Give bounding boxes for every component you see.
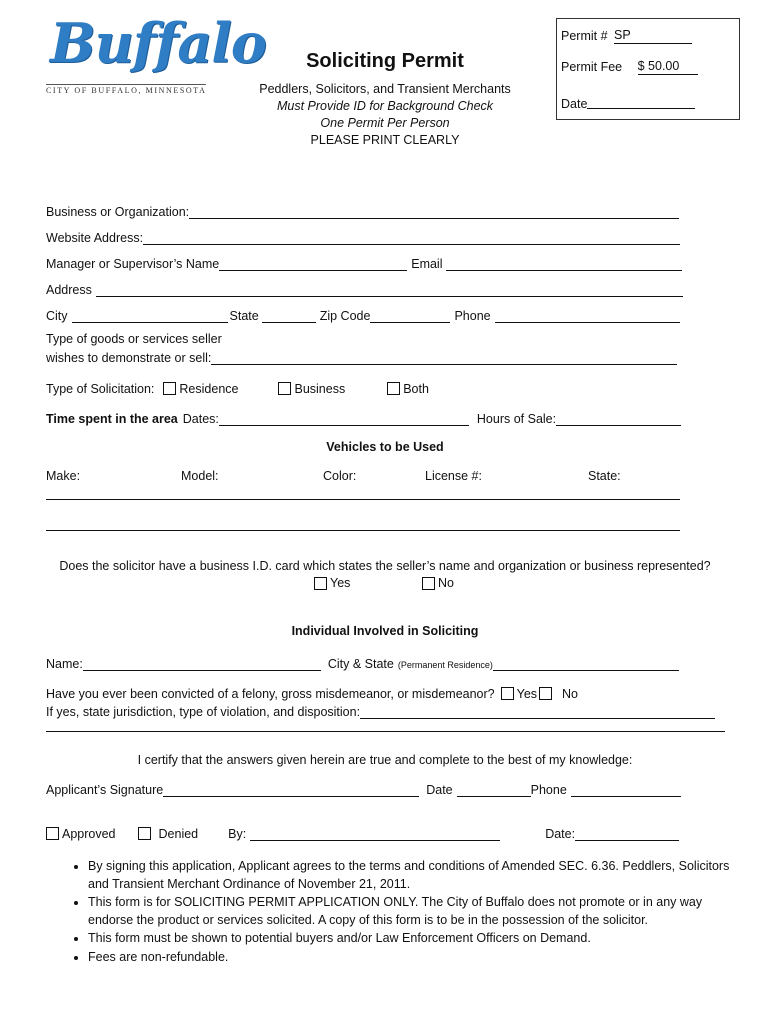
terms-item: • This form is for SOLICITING PERMIT APPLICATION ONLY. The City of Buffalo does not promote or in any way endorse the product or services solicited. A copy of this form is to be in the possession of the solicitor. (88, 894, 748, 929)
logo-rule (46, 84, 206, 85)
felony-no-label: No (562, 687, 579, 701)
individual-name-row (46, 653, 679, 671)
both-checkbox[interactable] (387, 382, 400, 395)
permanent-residence-note: (Permanent Residence) (397, 660, 493, 670)
header-line-1: Peddlers, Solicitors, and Transient Merchants (259, 82, 511, 96)
vehicle-line-1[interactable] (46, 499, 680, 500)
residence-label: Residence (179, 382, 239, 396)
disposition-field[interactable] (360, 705, 715, 719)
goods-field[interactable] (211, 351, 677, 365)
zip-label: Zip Code (319, 309, 371, 323)
permit-date-label: Date (561, 97, 588, 111)
goods-row (46, 347, 677, 365)
approval-row (46, 823, 679, 841)
logo-word: Buffalo (50, 11, 266, 75)
individual-name-label: Name: (46, 657, 83, 671)
signature-phone-field[interactable] (571, 783, 681, 797)
header-line-2: Must Provide ID for Background Check (276, 99, 494, 113)
dates-field[interactable] (219, 412, 469, 426)
terms-item: • Fees are non-refundable. (88, 949, 748, 967)
vehicle-color-label: Color: (323, 469, 357, 483)
individual-name-field[interactable] (83, 657, 321, 671)
time-spent-row (46, 408, 681, 426)
state-label: State (229, 309, 259, 323)
felony-yes-checkbox[interactable] (501, 687, 514, 700)
id-card-yes-checkbox[interactable] (314, 577, 327, 590)
approved-by-label: By: (228, 827, 247, 841)
signature-field[interactable] (163, 783, 419, 797)
terms-item: • This form must be shown to potential buyers and/or Law Enforcement Officers on Demand. (88, 930, 748, 948)
vehicle-line-2[interactable] (46, 530, 680, 531)
denied-label: Denied (158, 827, 199, 841)
terms-item: • By signing this application, Applicant agrees to the terms and conditions of Amended SEC. 6.36. Peddlers, Solicitors and Transient Merchant Ordinance of November 21, 2011. (88, 858, 748, 893)
id-card-yes-label: Yes (330, 576, 351, 590)
approved-by-field[interactable] (250, 827, 500, 841)
approved-checkbox[interactable] (46, 827, 59, 840)
signature-date-label: Date (426, 783, 453, 797)
business-row (46, 201, 679, 219)
city-field[interactable] (72, 309, 228, 323)
individual-heading: Individual Involved in Soliciting (291, 624, 479, 638)
signature-label: Applicant’s Signature (46, 783, 164, 797)
manager-label: Manager or Supervisor’s Name (46, 257, 220, 271)
dates-label: Dates: (182, 412, 219, 426)
website-label: Website Address: (46, 231, 144, 245)
zip-field[interactable] (370, 309, 450, 323)
form-header (235, 50, 535, 149)
address-label: Address (46, 283, 92, 297)
time-spent-label: Time spent in the area (46, 412, 178, 426)
disposition-line-2[interactable] (46, 731, 725, 732)
office-use-box (556, 18, 740, 120)
approval-date-label: Date: (545, 827, 576, 841)
business-option-label: Business (294, 382, 346, 396)
id-card-yes-option (314, 576, 350, 591)
disposition-row (46, 701, 715, 719)
permit-date-row (561, 94, 695, 111)
signature-phone-label: Phone (530, 783, 567, 797)
disposition-label: If yes, state jurisdiction, type of violation, and disposition: (46, 705, 361, 719)
permit-number-field[interactable] (614, 30, 692, 44)
goods-label-line-1: Type of goods or services seller (46, 332, 222, 346)
goods-label-line-2: wishes to demonstrate or sell: (46, 351, 212, 365)
vehicle-make-label: Make: (46, 469, 81, 483)
permit-fee-value: $ 50.00 (637, 59, 680, 73)
felony-no-checkbox[interactable] (539, 687, 552, 700)
hours-field[interactable] (556, 412, 681, 426)
signature-date-field[interactable] (457, 783, 531, 797)
id-card-question: Does the solicitor have a business I.D. card which states the seller’s name and organization or business represented? (59, 559, 711, 573)
terms-list (62, 858, 748, 967)
business-field[interactable] (189, 205, 679, 219)
solicitation-type-label: Type of Solicitation: (46, 382, 155, 396)
phone-field[interactable] (495, 309, 680, 323)
permit-number-label: Permit # (561, 29, 608, 43)
city-row (46, 305, 680, 323)
id-card-no-checkbox[interactable] (422, 577, 435, 590)
form-title: Soliciting Permit (306, 50, 464, 72)
phone-label: Phone (454, 309, 491, 323)
felony-row (46, 683, 578, 701)
manager-row (46, 253, 682, 271)
id-card-no-option (422, 576, 454, 591)
permit-fee-field (638, 61, 698, 75)
both-label: Both (403, 382, 429, 396)
felony-question: Have you ever been convicted of a felony, gross misdemeanor, or misdemeanor? (46, 687, 495, 701)
signature-row (46, 779, 681, 797)
denied-checkbox[interactable] (138, 827, 151, 840)
certify-statement: I certify that the answers given herein are true and complete to the best of my knowledge: (137, 753, 633, 767)
logo-subtitle: CITY OF BUFFALO, MINNESOTA (46, 86, 207, 95)
email-field[interactable] (446, 257, 682, 271)
city-state-label: City & State (327, 657, 394, 671)
business-label: Business or Organization: (46, 205, 190, 219)
permit-fee-label: Permit Fee (561, 60, 623, 74)
permit-number-value: SP (614, 28, 631, 42)
email-label: Email (411, 257, 443, 271)
address-row (46, 279, 683, 297)
manager-field[interactable] (219, 257, 407, 271)
approved-label: Approved (62, 827, 116, 841)
city-state-field[interactable] (493, 657, 679, 671)
felony-yes-label: Yes (516, 687, 538, 701)
business-checkbox[interactable] (278, 382, 291, 395)
permit-fee-row (561, 60, 698, 74)
id-card-no-label: No (438, 576, 454, 590)
header-line-4: PLEASE PRINT CLEARLY (310, 133, 460, 147)
residence-checkbox[interactable] (163, 382, 176, 395)
permit-date-field[interactable] (587, 95, 695, 109)
website-row (46, 227, 680, 245)
permit-number-row (561, 29, 692, 43)
approval-date-field[interactable] (575, 827, 679, 841)
solicitation-type-row (46, 378, 429, 396)
vehicle-license-label: License #: (425, 469, 482, 483)
state-field[interactable] (262, 309, 316, 323)
hours-label: Hours of Sale: (476, 412, 557, 426)
vehicle-state-label: State: (588, 469, 621, 483)
city-label: City (46, 309, 68, 323)
vehicle-model-label: Model: (181, 469, 219, 483)
website-field[interactable] (143, 231, 680, 245)
vehicles-heading: Vehicles to be Used (326, 440, 444, 454)
city-logo (46, 11, 266, 95)
address-field[interactable] (96, 283, 683, 297)
header-line-3: One Permit Per Person (320, 116, 450, 130)
